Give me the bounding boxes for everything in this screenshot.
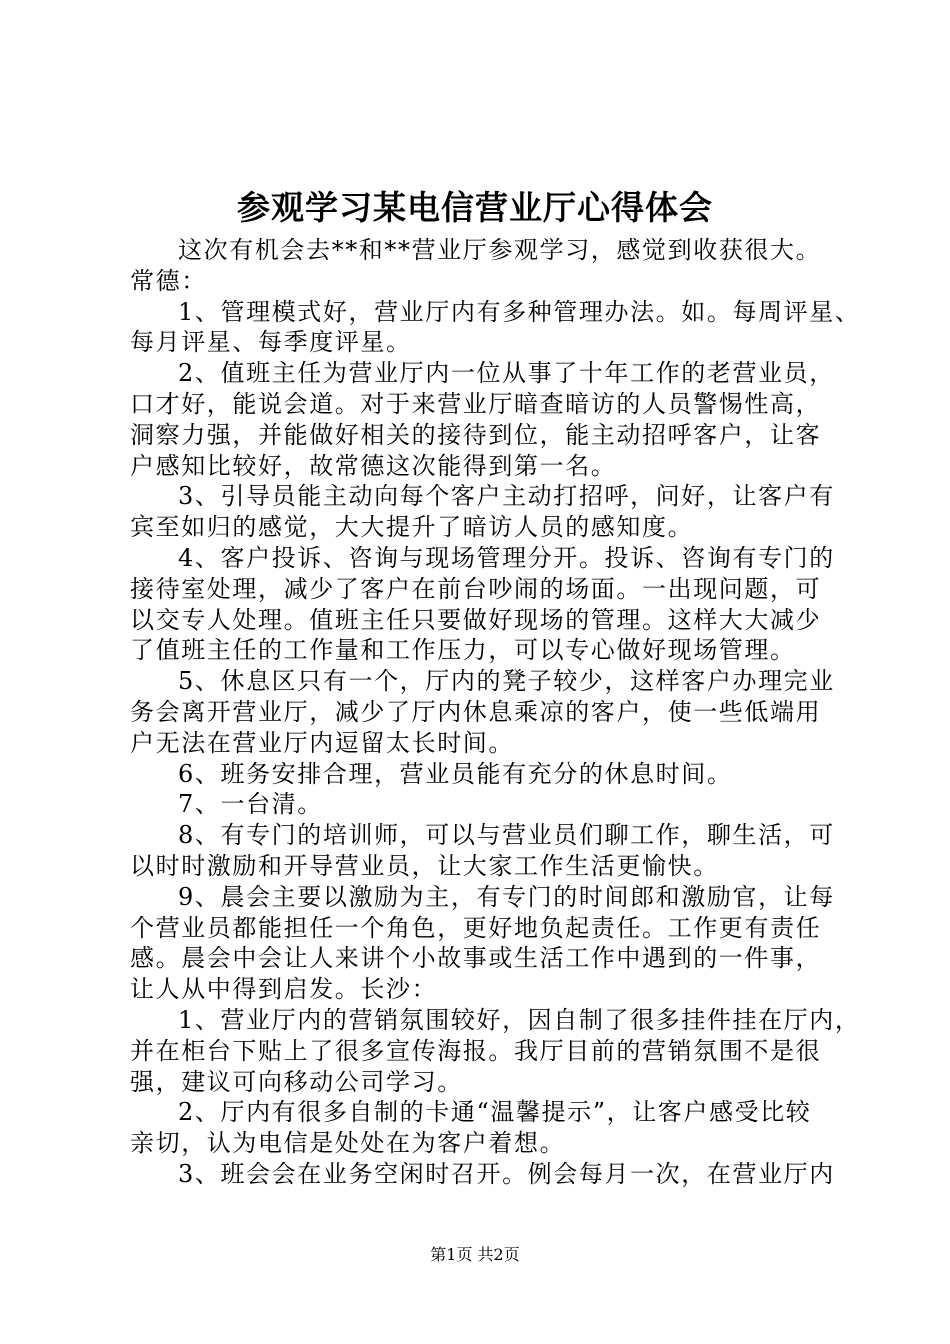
body-line: 3、班会会在业务空闲时召开。例会每月一次，在营业厅内 (178, 1159, 835, 1188)
document-body (130, 235, 861, 1190)
body-line: 了值班主任的工作量和工作压力，可以专心做好现场管理。 (130, 636, 796, 665)
body-line: 2、厅内有很多自制的卡通“温馨提示”，让客户感受比较 (178, 1098, 812, 1127)
body-line: 感。晨会中会让人来讲个小故事或生活工作中遇到的一件事， (130, 944, 822, 973)
body-line: 亲切，认为电信是处处在为客户着想。 (130, 1129, 566, 1158)
body-line: 每月评星、每季度评星。 (130, 328, 412, 357)
body-line: 3、引导员能主动向每个客户主动打招呼，问好，让客户有 (178, 482, 835, 511)
document-title: 参观学习某电信营业厅心得体会 (237, 188, 713, 227)
body-line: 这次有机会去**和**营业厅参观学习，感觉到收获很大。 (178, 236, 822, 264)
body-line: 务会离开营业厅，减少了厅内休息乘凉的客户，使一些低端用 (130, 697, 822, 726)
body-line: 7、一台清。 (178, 790, 323, 819)
body-line: 1、管理模式好，营业厅内有多种管理办法。如。每周评星、 (178, 297, 861, 326)
body-line: 强，建议可向移动公司学习。 (130, 1067, 463, 1096)
page-footer: 第1页 共2页 (430, 1245, 520, 1264)
body-line: 9、晨会主要以激励为主，有专门的时间郎和激励官，让每 (178, 882, 835, 911)
body-line: 6、班务安排合理，营业员能有充分的休息时间。 (178, 759, 733, 788)
body-line: 5、休息区只有一个，厅内的凳子较少，这样客户办理完业 (178, 667, 835, 696)
body-line: 个营业员都能担任一个角色，更好地负起责任。工作更有责任 (130, 913, 822, 942)
body-line: 接待室处理，减少了客户在前台吵闹的场面。一出现问题，可 (130, 574, 822, 603)
body-line: 以时时激励和开导营业员，让大家工作生活更愉快。 (130, 851, 719, 880)
body-line: 并在柜台下贴上了很多宣传海报。我厅目前的营销氛围不是很 (130, 1036, 822, 1065)
body-line: 洞察力强，并能做好相关的接待到位，能主动招呼客户，让客 (130, 420, 822, 449)
body-line: 4、客户投诉、咨询与现场管理分开。投诉、咨询有专门的 (178, 543, 835, 572)
body-line: 2、值班主任为营业厅内一位从事了十年工作的老营业员， (178, 359, 835, 388)
body-line: 让人从中得到启发。长沙： (130, 975, 438, 1004)
body-line: 口才好，能说会道。对于来营业厅暗查暗访的人员警惕性高， (130, 389, 822, 418)
body-line: 户无法在营业厅内逗留太长时间。 (130, 728, 514, 757)
body-line: 户感知比较好，故常德这次能得到第一名。 (130, 451, 617, 480)
body-line: 以交专人处理。值班主任只要做好现场的管理。这样大大减少 (130, 605, 822, 634)
body-line: 1、营业厅内的营销氛围较好，因自制了很多挂件挂在厅内， (178, 1005, 861, 1034)
body-line: 常德： (130, 266, 207, 295)
body-line: 8、有专门的培训师，可以与营业员们聊工作，聊生活，可 (178, 821, 835, 850)
body-line: 宾至如归的感觉，大大提升了暗访人员的感知度。 (130, 513, 694, 542)
